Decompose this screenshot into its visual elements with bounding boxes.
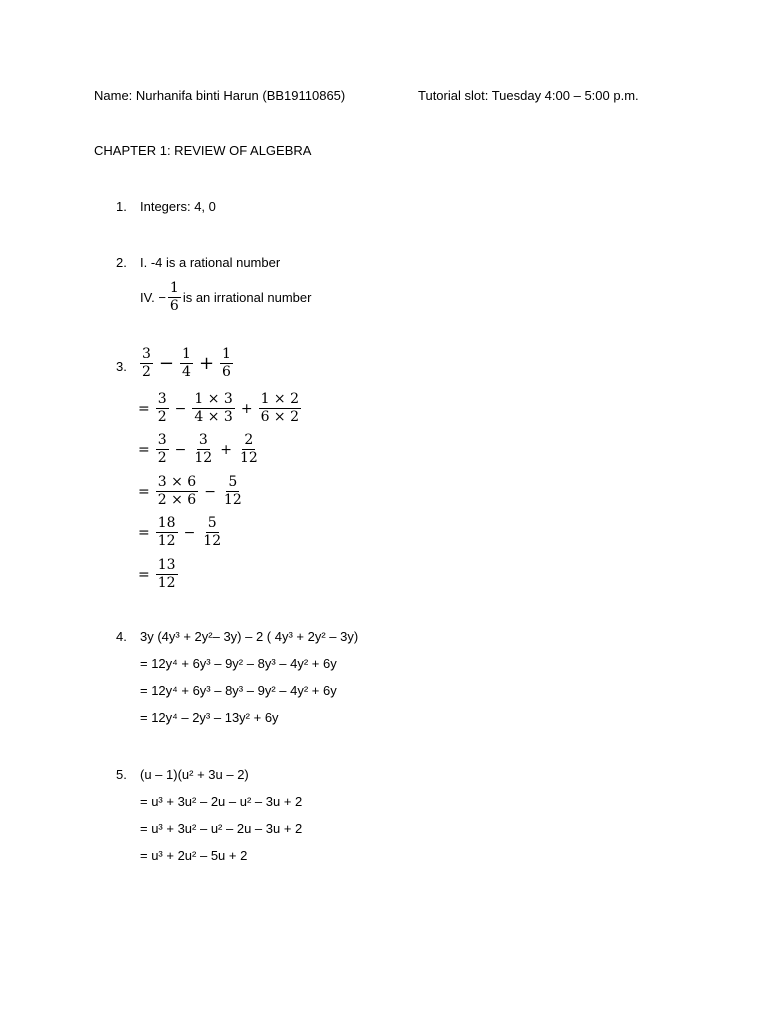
denominator: 4 × 3 bbox=[194, 409, 233, 425]
fraction bbox=[222, 475, 244, 508]
numerator: 3 bbox=[198, 432, 208, 448]
numerator: 13 bbox=[157, 557, 176, 573]
student-name: Name: Nurhanifa binti Harun (BB19110865) bbox=[94, 88, 346, 103]
fraction bbox=[259, 392, 301, 425]
numerator: 1 × 2 bbox=[260, 391, 300, 407]
q4-line-4: = 12y⁴ – 2y³ – 13y² + 6y bbox=[140, 710, 279, 725]
q2-line-2-suffix: is an irrational number bbox=[182, 290, 312, 305]
numerator: 1 bbox=[182, 346, 191, 362]
denominator: 12 bbox=[203, 533, 222, 549]
numerator: 3 bbox=[157, 432, 167, 448]
plus-sign: + bbox=[198, 353, 215, 374]
q3-line-3 bbox=[138, 433, 262, 466]
denominator: 12 bbox=[223, 492, 242, 508]
fraction bbox=[192, 433, 214, 466]
q3-line-1 bbox=[138, 347, 235, 380]
fraction bbox=[180, 347, 193, 380]
q2-number: 2. bbox=[116, 255, 127, 270]
q3-number: 3. bbox=[116, 359, 127, 374]
denominator: 4 bbox=[182, 364, 191, 380]
q5-line-1: (u – 1)(u² + 3u – 2) bbox=[140, 767, 249, 782]
q2-frac-numerator: 1 bbox=[169, 280, 179, 296]
q4-line-1: 3y (4y³ + 2y²– 3y) – 2 ( 4y³ + 2y² – 3y) bbox=[140, 629, 359, 644]
denominator: 6 bbox=[222, 364, 231, 380]
fraction bbox=[156, 516, 178, 549]
q2-line-1: I. -4 is a rational number bbox=[140, 255, 281, 270]
q3-line-2 bbox=[138, 392, 303, 425]
q5-line-4: = u³ + 2u² – 5u + 2 bbox=[140, 848, 248, 863]
numerator: 1 bbox=[222, 346, 231, 362]
numerator: 3 × 6 bbox=[157, 474, 197, 490]
chapter-title: CHAPTER 1: REVIEW OF ALGEBRA bbox=[94, 143, 312, 158]
q2-fraction bbox=[168, 281, 181, 314]
plus-sign: + bbox=[240, 400, 253, 417]
fraction bbox=[140, 347, 153, 380]
denominator: 12 bbox=[239, 450, 258, 466]
q4-line-3: = 12y⁴ + 6y³ – 8y³ – 9y² – 4y² + 6y bbox=[140, 683, 337, 698]
minus-sign: − bbox=[174, 441, 187, 458]
fraction bbox=[192, 392, 234, 425]
denominator: 6 × 2 bbox=[260, 409, 300, 425]
denominator: 12 bbox=[157, 575, 176, 591]
q2-frac-denominator: 6 bbox=[169, 298, 179, 314]
fraction bbox=[238, 433, 260, 466]
fraction bbox=[156, 433, 169, 466]
q5-line-3: = u³ + 3u² – u² – 2u – 3u + 2 bbox=[140, 821, 303, 836]
numerator: 2 bbox=[244, 432, 254, 448]
denominator: 2 bbox=[142, 364, 151, 380]
numerator: 5 bbox=[207, 515, 217, 531]
fraction bbox=[156, 558, 178, 591]
denominator: 12 bbox=[157, 533, 176, 549]
denominator: 2 bbox=[157, 450, 167, 466]
minus-sign: − bbox=[158, 353, 175, 374]
q3-line-5 bbox=[138, 516, 225, 549]
fraction bbox=[201, 516, 223, 549]
denominator: 2 × 6 bbox=[157, 492, 197, 508]
q2-line-2 bbox=[140, 281, 311, 314]
numerator: 1 × 3 bbox=[194, 391, 233, 407]
minus-sign: − bbox=[204, 483, 216, 500]
q3-line-4 bbox=[138, 475, 246, 508]
denominator: 2 bbox=[157, 409, 167, 425]
numerator: 3 bbox=[157, 391, 167, 407]
q5-line-2: = u³ + 3u² – 2u – u² – 3u + 2 bbox=[140, 794, 303, 809]
equals-sign: = bbox=[138, 400, 150, 417]
fraction bbox=[156, 475, 198, 508]
plus-sign: + bbox=[220, 441, 232, 458]
equals-sign: = bbox=[138, 441, 150, 458]
equals-sign: = bbox=[138, 566, 150, 583]
fraction bbox=[156, 392, 169, 425]
minus-sign: − bbox=[183, 524, 196, 541]
q4-line-2: = 12y⁴ + 6y³ – 9y² – 8y³ – 4y² + 6y bbox=[140, 656, 337, 671]
denominator: 12 bbox=[194, 450, 213, 466]
q2-line-2-prefix: IV. − bbox=[140, 290, 166, 305]
minus-sign: − bbox=[174, 400, 187, 417]
q1-number: 1. bbox=[116, 199, 127, 214]
q1-answer: Integers: 4, 0 bbox=[140, 199, 216, 214]
q4-number: 4. bbox=[116, 629, 127, 644]
fraction bbox=[220, 347, 233, 380]
q3-line-6 bbox=[138, 558, 180, 591]
q5-number: 5. bbox=[116, 767, 127, 782]
equals-sign: = bbox=[138, 524, 150, 541]
numerator: 18 bbox=[157, 515, 176, 531]
equals-sign: = bbox=[138, 483, 150, 500]
tutorial-slot: Tutorial slot: Tuesday 4:00 – 5:00 p.m. bbox=[418, 88, 639, 103]
numerator: 3 bbox=[142, 346, 151, 362]
numerator: 5 bbox=[228, 474, 238, 490]
